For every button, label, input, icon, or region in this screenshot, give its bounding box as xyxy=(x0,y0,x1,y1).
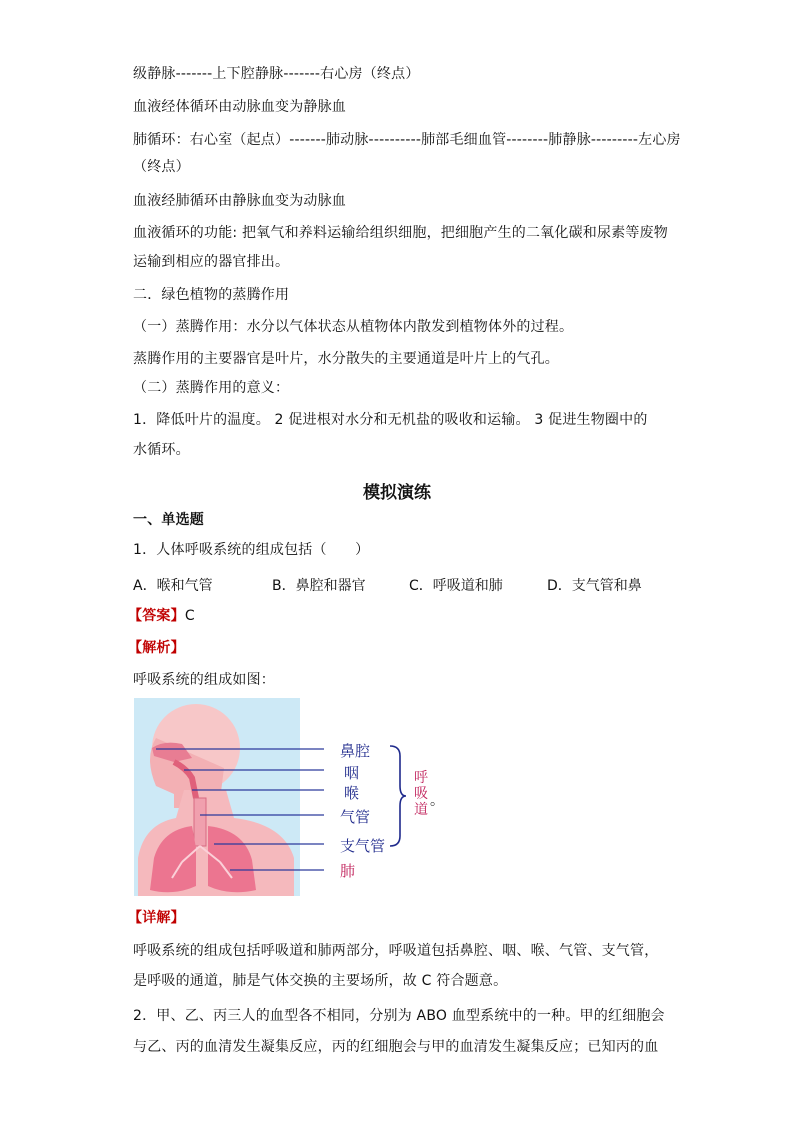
detail-text: 呼吸系统的组成包括呼吸道和肺两部分，呼吸道包括鼻腔、咽、喉、气管、支气管， xyxy=(133,943,659,959)
label-nasal-cavity: 鼻腔 xyxy=(340,742,371,760)
figure-trailing-punct: 。 xyxy=(430,793,444,809)
question-stem: 1．人体呼吸系统的组成包括（ ） xyxy=(133,542,370,558)
text-line: （二）蒸腾作用的意义： xyxy=(133,380,290,396)
text-line: 二．绿色植物的蒸腾作用 xyxy=(133,287,290,303)
label-bronchi: 支气管 xyxy=(340,837,386,855)
label-larynx: 喉 xyxy=(344,784,360,802)
option-b: B．鼻腔和器官 xyxy=(272,578,366,594)
text-line: 级静脉-------上下腔静脉-------右心房（终点） xyxy=(133,66,420,82)
question-2-stem: 2．甲、乙、丙三人的血型各不相同，分别为 ABO 血型系统中的一种。甲的红细胞会 xyxy=(133,1008,665,1024)
label-lungs: 肺 xyxy=(340,862,356,880)
label-trachea: 气管 xyxy=(340,808,371,826)
label-respiratory-tract xyxy=(414,770,430,818)
detail-text: 是呼吸的通道，肺是气体交换的主要场所，故 C 符合题意。 xyxy=(133,973,508,989)
option-d: D．支气管和鼻 xyxy=(547,578,642,594)
text-line: 血液经肺循环由静脉血变为动脉血 xyxy=(133,193,346,209)
section-title: 模拟演练 xyxy=(363,483,431,503)
text-line: 蒸腾作用的主要器官是叶片，水分散失的主要通道是叶片上的气孔。 xyxy=(133,351,559,367)
respiratory-diagram xyxy=(134,698,430,896)
analysis-tag: 【解析】 xyxy=(128,640,185,656)
text-line: （终点） xyxy=(133,159,190,175)
text-line: 运输到相应的器官排出。 xyxy=(133,254,290,270)
respiratory-system-figure xyxy=(134,698,444,896)
question-section-heading: 一、单选题 xyxy=(133,512,204,528)
text-line: 血液循环的功能: 把氧气和养料运输给组织细胞，把细胞产生的二氧化碳和尿素等废物 xyxy=(133,225,668,241)
analysis-intro: 呼吸系统的组成如图： xyxy=(133,672,275,688)
bracket-char: 吸 xyxy=(414,786,428,802)
text-line: 肺循环：右心室（起点）-------肺动脉----------肺部毛细血管--------肺静脉---------左心房 xyxy=(133,132,681,148)
answer-line xyxy=(128,606,195,626)
bracket-char: 道 xyxy=(414,802,428,818)
text-line: （一）蒸腾作用：水分以气体状态从植物体内散发到植物体外的过程。 xyxy=(133,319,574,335)
text-line: 1．降低叶片的温度。 2 促进根对水分和无机盐的吸收和运输。 3 促进生物圈中的 xyxy=(133,412,648,428)
text-line: 水循环。 xyxy=(133,442,190,458)
answer-tag: 【答案】 xyxy=(128,608,185,624)
option-c: C．呼吸道和肺 xyxy=(409,578,503,594)
bracket-char: 呼 xyxy=(414,770,428,786)
option-a: A．喉和气管 xyxy=(133,578,213,594)
label-pharynx: 咽 xyxy=(344,764,360,782)
question-2-stem: 与乙、丙的血清发生凝集反应，丙的红细胞会与甲的血清发生凝集反应；已知丙的血 xyxy=(133,1039,659,1055)
detail-tag: 【详解】 xyxy=(128,910,185,926)
answer-value: C xyxy=(184,608,195,624)
text-line: 血液经体循环由动脉血变为静脉血 xyxy=(133,99,346,115)
